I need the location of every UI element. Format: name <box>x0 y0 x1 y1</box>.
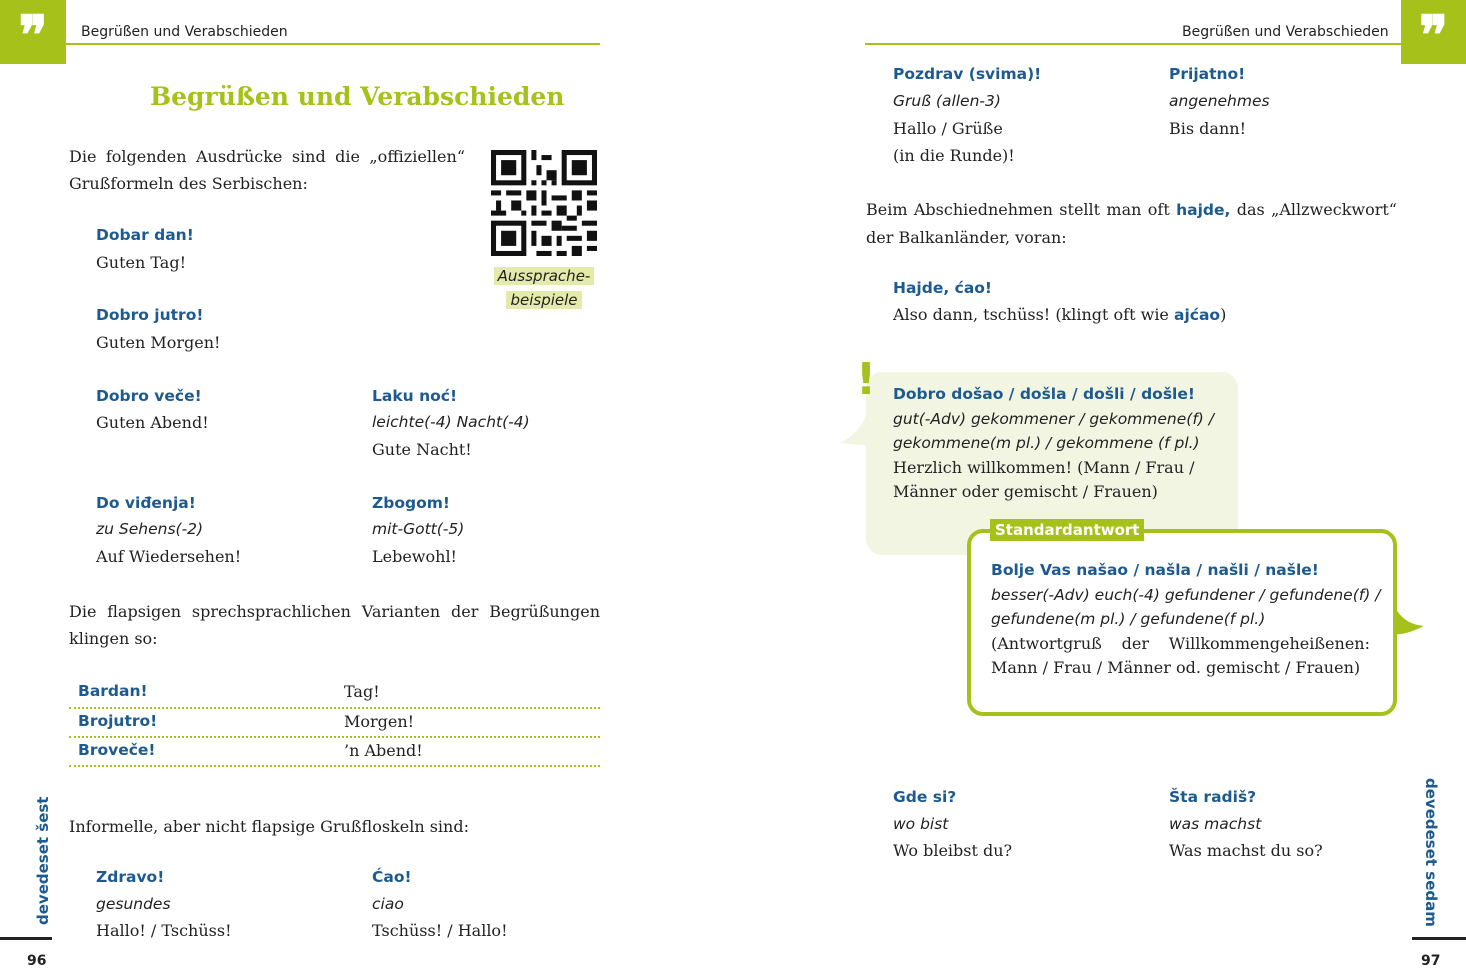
page-number-right: 97 <box>1421 953 1441 969</box>
table-row <box>69 680 600 709</box>
slang-translation: Morgen! <box>344 712 415 731</box>
translation-pozdrav-2: (in die Runde)! <box>893 146 1015 165</box>
translation-hajde-cao <box>893 305 1226 324</box>
translation-dobro-vece: Guten Abend! <box>96 413 209 432</box>
translation-dobro-dosao-1: Herzlich willkommen! (Mann / Frau / <box>893 458 1195 477</box>
gloss-do-videnja: zu Sehens(-2) <box>96 520 204 538</box>
slang-intro-paragraph: Die flapsigen sprechsprachlichen Varianten der Begrüßungen klingen so: <box>69 602 600 648</box>
phrase-do-videnja: Do viđenja! <box>96 494 196 512</box>
gloss-pozdrav: Gruß (allen-3) <box>893 92 1001 110</box>
header-rule-left <box>66 43 600 45</box>
slang-table <box>69 680 600 767</box>
translation-zbogom: Lebewohl! <box>372 547 457 566</box>
gloss-bolje-vas-2: gefundene(m pl.) / gefundene(f pl.) <box>991 610 1266 628</box>
running-header-right: Begrüßen und Verabschieden <box>1182 24 1389 40</box>
quote-mark-icon: ❞ <box>1401 0 1466 64</box>
translation-dobro-dosao-2: Männer oder gemischt / Frauen) <box>893 482 1158 501</box>
page-number-left: 96 <box>27 953 47 969</box>
header-rule-right <box>865 43 1401 45</box>
quote-mark-icon: ❞ <box>0 0 66 64</box>
phrase-dobar-dan: Dobar dan! <box>96 226 194 244</box>
exclamation-icon: ! <box>856 354 877 405</box>
qr-caption-line1: Aussprache- <box>494 267 595 285</box>
translation-zdravo: Hallo! / Tschüss! <box>96 921 232 940</box>
intro-paragraph: Die folgenden Ausdrücke sind die „offiziellen“ Grußformeln des Serbischen: <box>69 147 465 193</box>
qr-caption-line2: beispiele <box>506 291 581 309</box>
phrase-dobro-jutro: Dobro jutro! <box>96 306 204 324</box>
footer-rule-left <box>0 937 52 940</box>
hajde-close: ) <box>1220 305 1227 324</box>
translation-bolje-vas-2: Mann / Frau / Männer od. gemischt / Frauen) <box>991 658 1361 677</box>
translation-dobro-jutro: Guten Morgen! <box>96 333 221 352</box>
phrase-hajde-cao: Hajde, ćao! <box>893 279 993 297</box>
gloss-prijatno: angenehmes <box>1169 92 1270 110</box>
phrase-prijatno: Prijatno! <box>1169 65 1246 83</box>
translation-cao: Tschüss! / Hallo! <box>372 921 508 940</box>
running-header-left: Begrüßen und Verabschieden <box>81 24 288 40</box>
translation-dobar-dan: Guten Tag! <box>96 253 187 272</box>
phrase-gde-si: Gde si? <box>893 788 957 806</box>
gloss-gde-si: wo bist <box>893 815 949 833</box>
hajde-sound: ajćao <box>1174 306 1221 324</box>
hajde-paragraph <box>866 196 1397 251</box>
page-title: Begrüßen und Verabschieden <box>150 82 565 111</box>
slang-phrase: Brojutro! <box>78 712 158 730</box>
hajde-translation: Also dann, tschüss! (klingt oft wie <box>893 305 1169 324</box>
informal-intro-paragraph: Informelle, aber nicht flapsige Grußfloskeln sind: <box>69 817 469 836</box>
side-page-label-right: devedeset sedam <box>1422 778 1440 927</box>
gloss-dobro-dosao-2: gekommene(m pl.) / gekommene (f pl.) <box>893 434 1200 452</box>
hajde-text-1: Beim Abschiednehmen stellt man oft <box>866 200 1170 219</box>
qr-code[interactable] <box>491 150 597 256</box>
translation-prijatno: Bis dann! <box>1169 119 1246 138</box>
gloss-zdravo: gesundes <box>96 895 171 913</box>
translation-bolje-vas-1: (Antwortgruß der Willkommengeheißenen: <box>991 634 1370 653</box>
hajde-text-2: das „Allzweckwort“ der Balkanländer, voran: <box>866 200 1397 247</box>
gloss-laku-noc: leichte(-4) Nacht(-4) <box>372 413 530 431</box>
phrase-dobro-dosao: Dobro došao / došla / došli / došle! <box>893 385 1195 403</box>
gloss-bolje-vas-1: besser(-Adv) euch(-4) gefundener / gefundene(f) / <box>991 586 1381 604</box>
hajde-word: hajde, <box>1176 201 1231 219</box>
phrase-dobro-vece: Dobro veče! <box>96 387 202 405</box>
translation-laku-noc: Gute Nacht! <box>372 440 472 459</box>
slang-phrase: Broveče! <box>78 741 156 759</box>
gloss-sta-radis: was machst <box>1169 815 1262 833</box>
translation-pozdrav-1: Hallo / Grüße <box>893 119 1003 138</box>
phrase-laku-noc: Laku noć! <box>372 387 458 405</box>
phrase-bolje-vas: Bolje Vas našao / našla / našli / našle! <box>991 561 1319 579</box>
gloss-cao: ciao <box>372 895 404 913</box>
slang-translation: ’n Abend! <box>344 741 423 760</box>
translation-gde-si: Wo bleibst du? <box>893 841 1013 860</box>
slang-translation: Tag! <box>344 682 380 701</box>
table-row <box>69 738 600 767</box>
translation-sta-radis: Was machst du so? <box>1169 841 1323 860</box>
side-page-label-left: devedeset šest <box>34 796 52 925</box>
phrase-zdravo: Zdravo! <box>96 868 165 886</box>
footer-rule-right <box>1412 937 1466 940</box>
phrase-zbogom: Zbogom! <box>372 494 450 512</box>
gloss-zbogom: mit-Gott(-5) <box>372 520 465 538</box>
phrase-sta-radis: Šta radiš? <box>1169 788 1257 806</box>
qr-code-icon <box>491 150 597 256</box>
standard-answer-tag: Standardantwort <box>990 519 1144 541</box>
slang-phrase: Bardan! <box>78 682 148 700</box>
table-row <box>69 709 600 738</box>
phrase-pozdrav: Pozdrav (svima)! <box>893 65 1042 83</box>
translation-do-videnja: Auf Wiedersehen! <box>96 547 242 566</box>
bubble-tail-right <box>1392 600 1428 640</box>
qr-caption <box>490 264 598 312</box>
gloss-dobro-dosao-1: gut(-Adv) gekommener / gekommene(f) / <box>893 410 1214 428</box>
phrase-cao: Ćao! <box>372 868 412 886</box>
